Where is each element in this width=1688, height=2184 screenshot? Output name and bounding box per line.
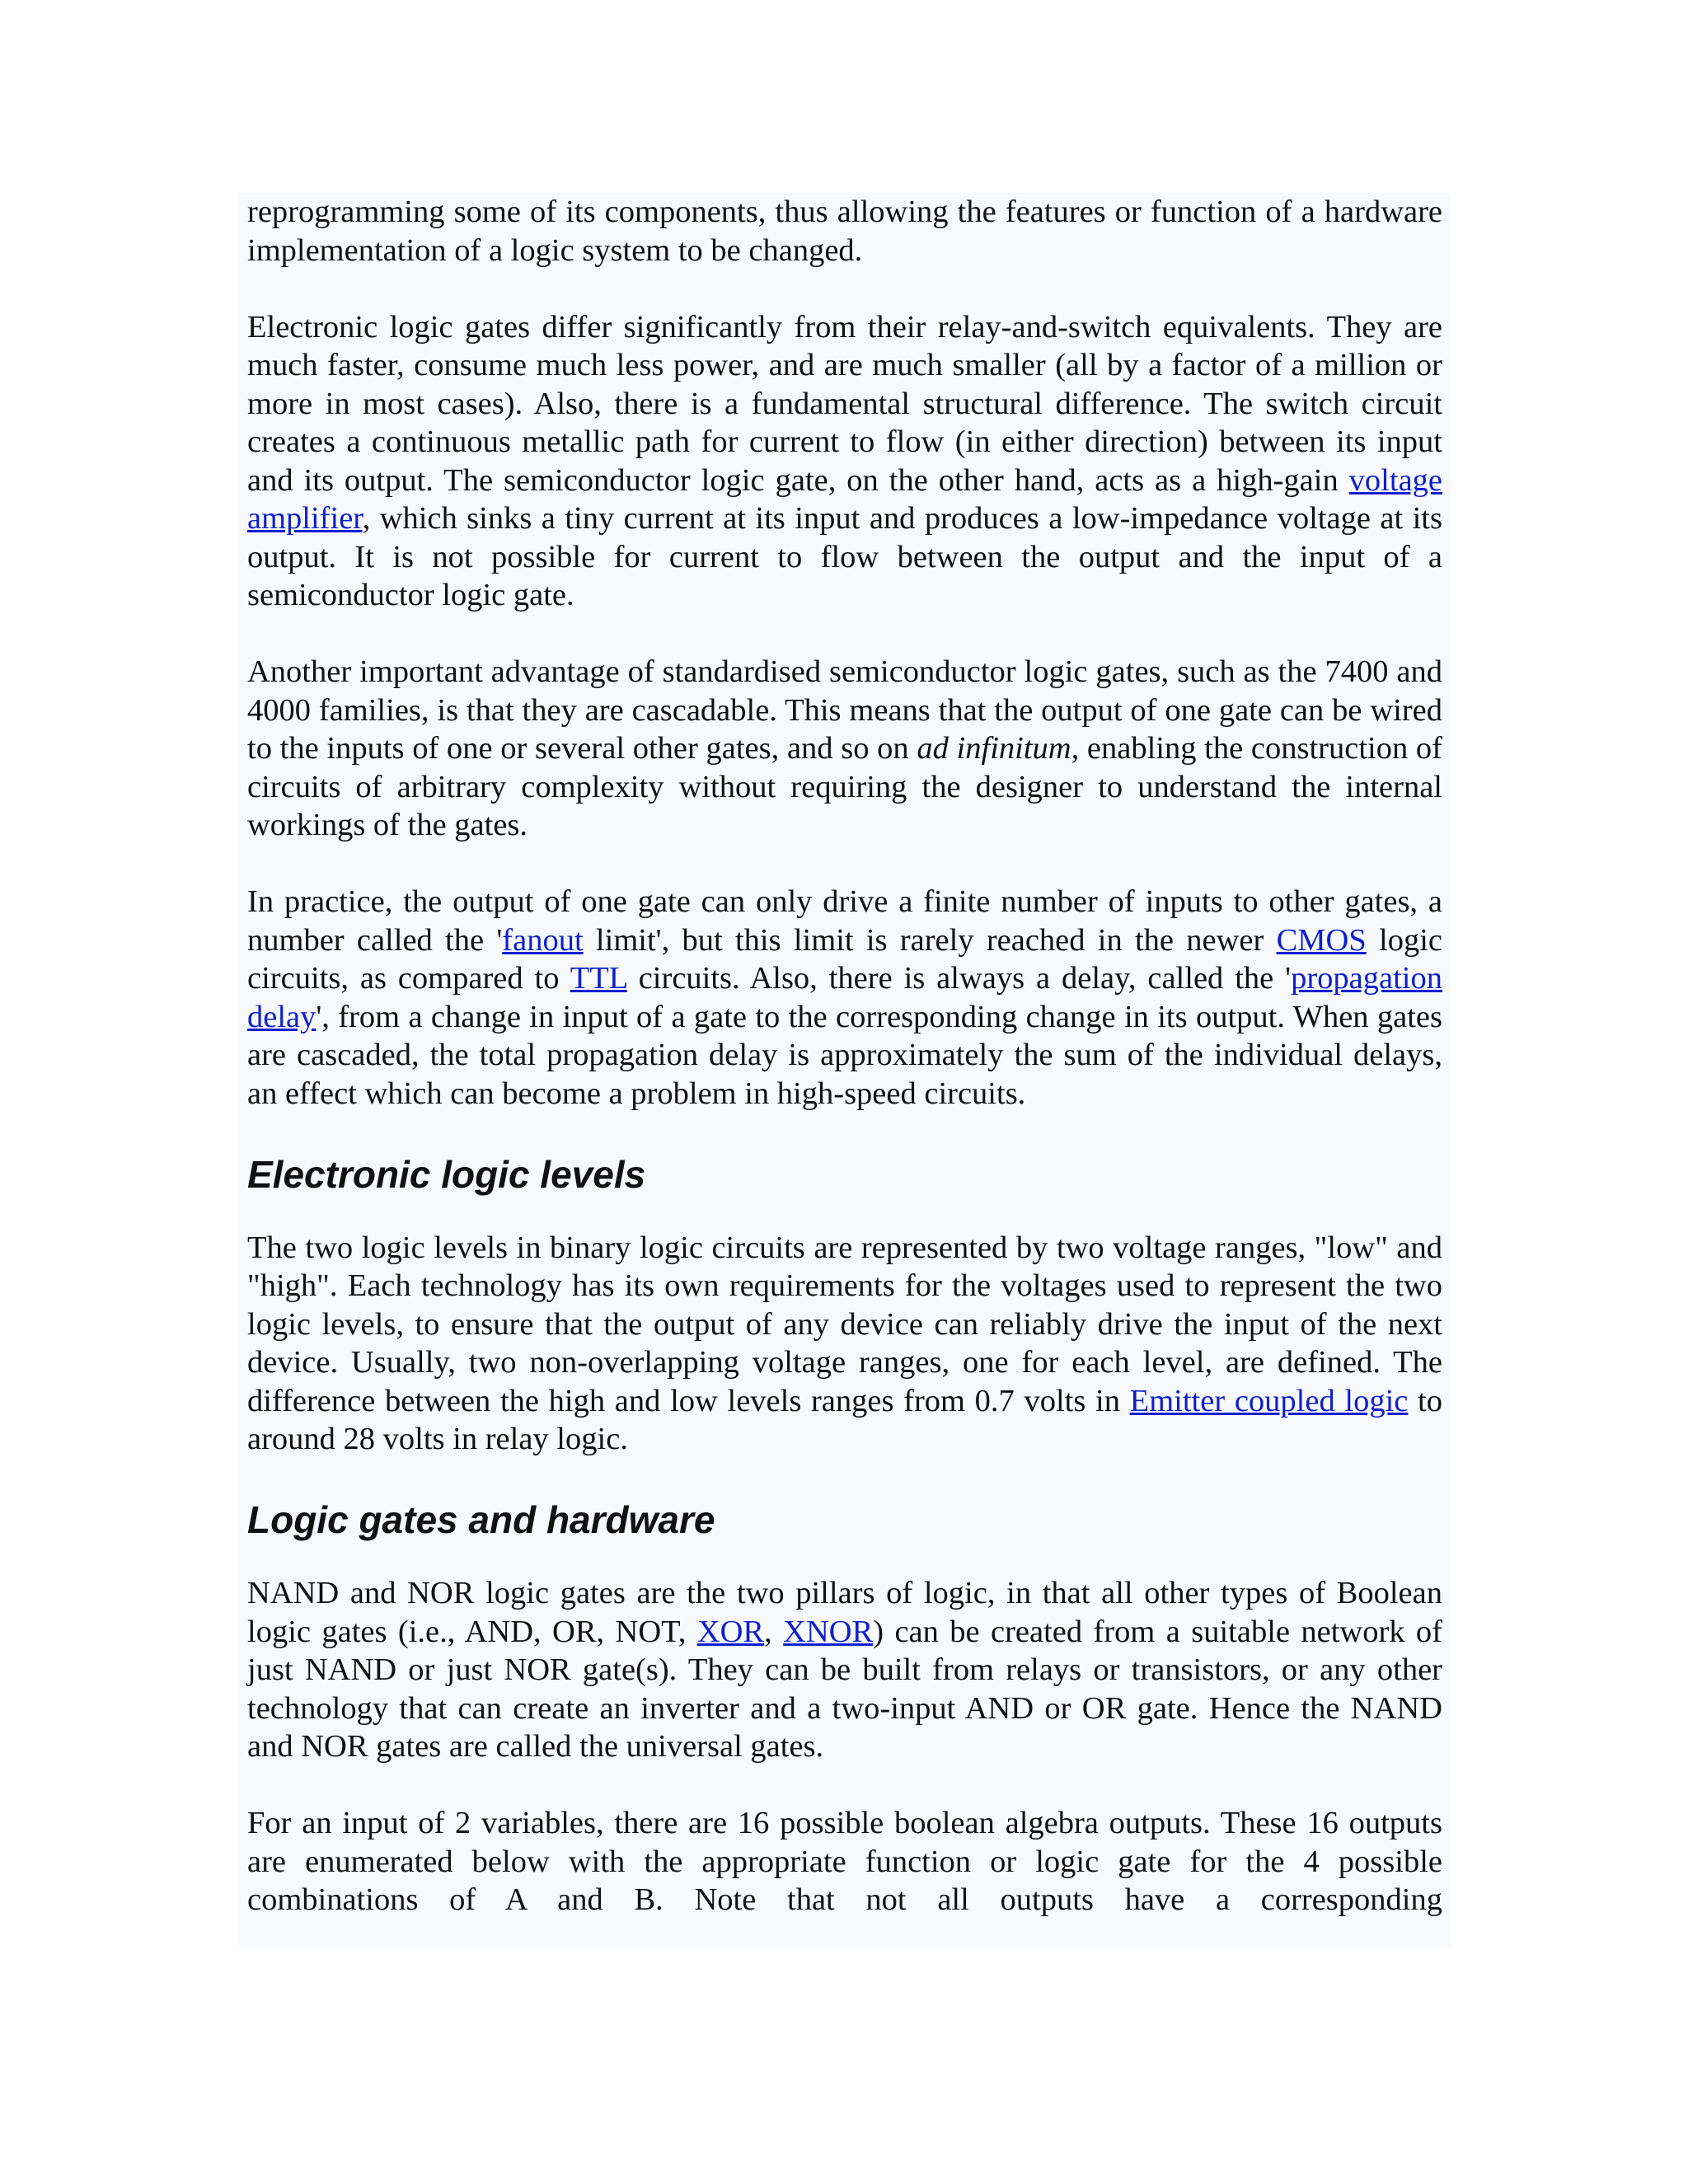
link-xor[interactable]: XOR (696, 1614, 765, 1649)
paragraph-text: ) can be created from a suitable network of just NAND or just NOR gate(s). They can be built from relays or transistors, or any other technology that can create an inverter and a two-input AND or OR gate. Hence the NAND and NOR gates are called the universal gates. (247, 1614, 1442, 1764)
paragraph-text: In practice, the output of one gate can only drive a finite number of inputs to other gates, a number called the ' (247, 884, 1442, 958)
paragraph-text: , which sinks a tiny current at its input and produces a low-impedance voltage at its output. It is not possible for current to flow between the output and the input of a semiconductor logic gate. (247, 501, 1442, 612)
paragraph-boolean-outputs (247, 1804, 1442, 1919)
paragraph-text: reprogramming some of its components, thus allowing the features or function of a hardware implementation of a logic system to be changed. (247, 194, 1442, 268)
paragraph-fanout (247, 883, 1442, 1113)
link-separator: , (764, 1614, 784, 1649)
paragraph-cascadable (247, 653, 1442, 845)
link-fanout[interactable]: fanout (502, 922, 584, 958)
link-ttl[interactable]: TTL (570, 961, 627, 996)
paragraph-reprogramming (247, 193, 1442, 269)
link-emitter-coupled-logic[interactable]: Emitter coupled logic (1129, 1383, 1409, 1418)
paragraph-text: logic circuits, as compared to (247, 922, 1443, 996)
paragraph-electronic-gates (247, 308, 1442, 615)
link-propagation-delay[interactable]: propagation delay (247, 961, 1442, 1034)
paragraph-text: , enabling the construction of circuits of arbitrary complexity without requiring the designer to understand the internal workings of the gates. (247, 731, 1442, 842)
paragraph-text: limit', but this limit is rarely reached in the newer (583, 922, 1277, 958)
paragraph-text: to around 28 volts in relay logic. (247, 1383, 1442, 1456)
paragraph-text: Electronic logic gates differ significantly from their relay-and-switch equivalents. They are much faster, consume much less power, and are much smaller (all by a factor of a million or more in most cases). Also, there is a fundamental structural difference. The switch circuit creates a continuous metallic path for current to flow (in either direction) between its input and its output. The semiconductor logic gate, on the other hand, acts as a high-gain (247, 309, 1442, 498)
paragraph-text: Another important advantage of standardised semiconductor logic gates, such as the 7400 and 4000 families, is that they are cascadable. This means that the output of one gate can be wired to the inputs of one or several other gates, and so on (247, 654, 1442, 766)
link-xnor[interactable]: XNOR (783, 1614, 874, 1649)
document-body (239, 193, 1451, 1948)
paragraph-text: ', from a change in input of a gate to the corresponding change in its output. When gates are cascaded, the total propagation delay is approximately the sum of the individual delays, an effect which can become a problem in high-speed circuits. (247, 999, 1442, 1111)
paragraph-text: circuits. Also, there is always a delay, called the ' (626, 961, 1292, 996)
emphasis-ad-infinitum: ad infinitum (917, 731, 1071, 766)
link-voltage[interactable]: voltage (1348, 462, 1442, 498)
paragraph-text: The two logic levels in binary logic circuits are represented by two voltage ranges, "low" and "high". Each technology has its own requirements for the voltages used to represent the two logic levels, to ensure that the output of any device can reliably drive the input of the next device. Usually, two non-overlapping voltage ranges, one for each level, are defined. The difference between the high and low levels ranges from 0.7 volts in (247, 1230, 1442, 1418)
paragraph-text: For an input of 2 variables, there are 16 possible boolean algebra outputs. These 16 outputs are enumerated below with the appropriate function or logic gate for the 4 possible combinations of A and B. Note that not all outputs have a corresponding (247, 1806, 1442, 1917)
paragraph-text: NAND and NOR logic gates are the two pillars of logic, in that all other types of Boolean logic gates (i.e., AND, OR, NOT, (247, 1576, 1442, 1649)
paragraph-universal-gates (247, 1574, 1442, 1766)
heading-electronic-logic-levels: Electronic logic levels (247, 1152, 646, 1196)
link-cmos[interactable]: CMOS (1276, 922, 1367, 958)
paragraph-logic-levels (247, 1229, 1442, 1459)
heading-logic-gates-and-hardware: Logic gates and hardware (247, 1498, 715, 1541)
link-amplifier[interactable]: amplifier (247, 501, 363, 536)
